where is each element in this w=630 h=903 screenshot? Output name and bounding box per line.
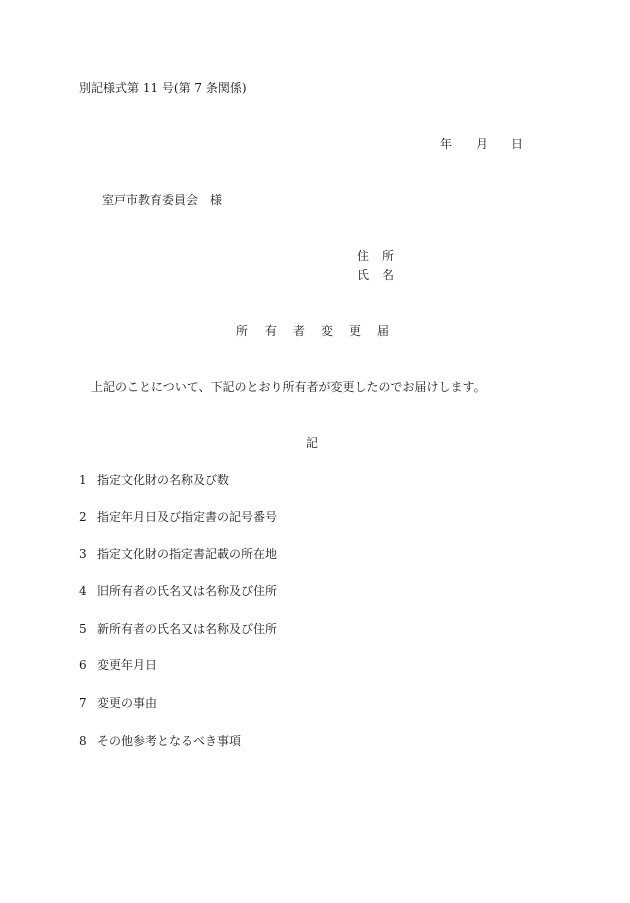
name-field-label (357, 268, 394, 282)
list-item (79, 658, 157, 672)
name-label-char-2: 名 (382, 268, 395, 282)
title-char-2: 有 (265, 324, 278, 338)
list-item (79, 622, 277, 636)
list-item (79, 473, 229, 487)
item-number: 5 (79, 622, 87, 636)
list-item (79, 584, 277, 598)
item-label: 変更の事由 (97, 696, 158, 710)
title-char-4: 変 (321, 324, 334, 338)
date-month-label: 月 (476, 137, 489, 151)
name-label-char-1: 氏 (357, 268, 370, 282)
title-char-1: 所 (236, 324, 249, 338)
item-number: 2 (79, 510, 87, 524)
list-item (79, 734, 241, 748)
list-item (79, 696, 157, 710)
list-item (79, 547, 277, 561)
record-heading: 記 (306, 436, 319, 450)
addressee-honorific: 様 (210, 193, 223, 207)
item-number: 1 (79, 473, 87, 487)
item-label: 新所有者の氏名又は名称及び住所 (97, 622, 278, 636)
title-char-3: 者 (293, 324, 306, 338)
addressee (102, 193, 222, 207)
title-char-6: 届 (377, 324, 390, 338)
form-number: 別記様式第 11 号(第 7 条関係) (79, 81, 247, 95)
item-label: 指定文化財の名称及び数 (97, 473, 230, 487)
address-label-char-2: 所 (382, 249, 395, 263)
item-number: 6 (79, 658, 87, 672)
item-label: その他参考となるべき事項 (97, 734, 242, 748)
item-number: 3 (79, 547, 87, 561)
date-day-label: 日 (511, 137, 524, 151)
address-field-label (357, 249, 394, 263)
item-label: 旧所有者の氏名又は名称及び住所 (97, 584, 278, 598)
item-label: 指定年月日及び指定書の記号番号 (97, 510, 278, 524)
addressee-name: 室戸市教育委員会 (102, 193, 199, 207)
item-label: 指定文化財の指定書記載の所在地 (97, 547, 278, 561)
item-number: 4 (79, 584, 87, 598)
date-year-label: 年 (440, 137, 453, 151)
address-label-char-1: 住 (357, 249, 370, 263)
list-item (79, 510, 277, 524)
item-number: 8 (79, 734, 87, 748)
item-label: 変更年月日 (97, 658, 158, 672)
body-text: 上記のことについて、下記のとおり所有者が変更したのでお届けします。 (91, 380, 486, 394)
title-char-5: 更 (349, 324, 362, 338)
item-number: 7 (79, 696, 87, 710)
